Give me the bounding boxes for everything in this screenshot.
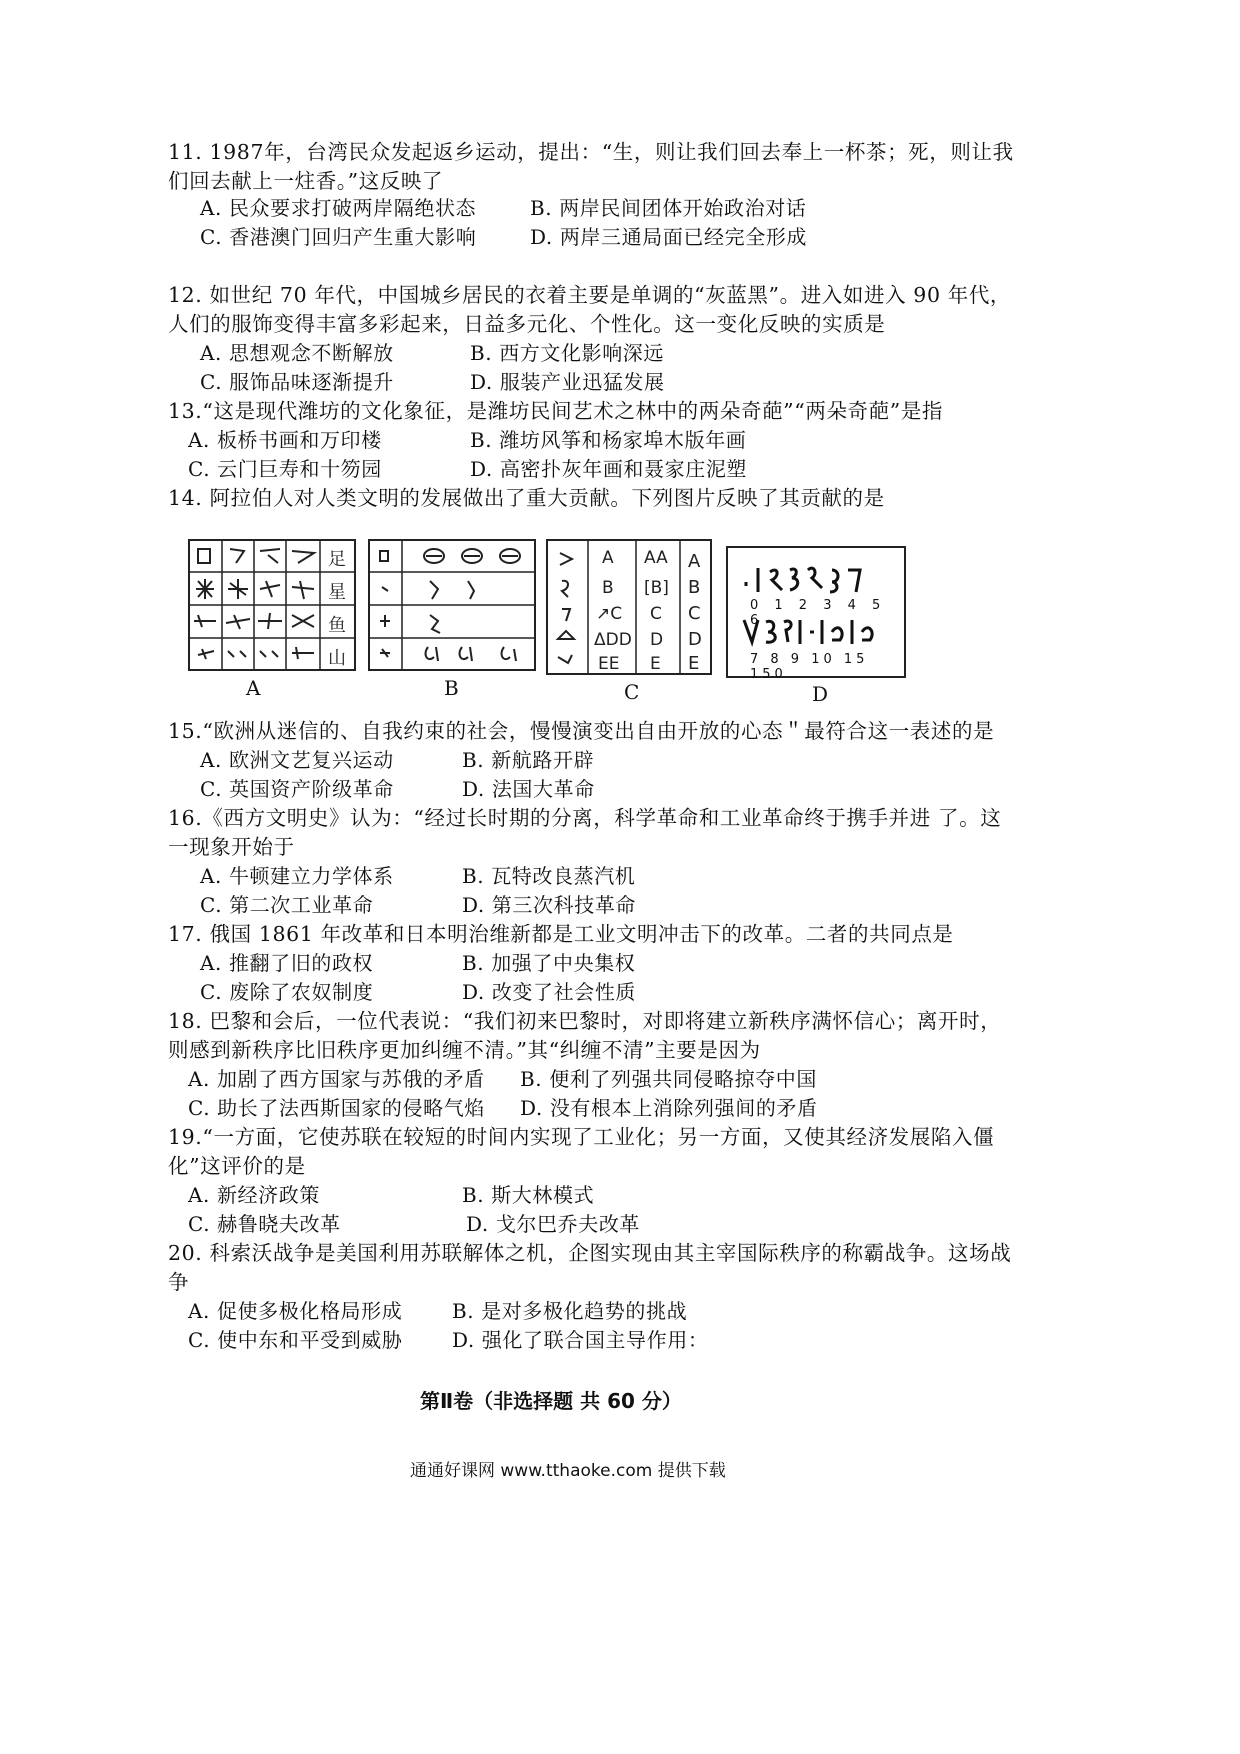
- q15-stem-line1: 15.“欧洲从迷信的、自我约束的社会，慢慢演变出自由开放的心态＂最符合这一表述的是: [168, 719, 995, 743]
- q20-option-d: D. 强化了联合国主导作用：: [452, 1328, 709, 1352]
- q17-stem-line1: 17. 俄国 1861 年改革和日本明治维新都是工业文明冲击下的改革。二者的共同点是: [168, 922, 954, 946]
- q13-option-b: B. 潍坊风筝和杨家埠木版年画: [470, 428, 747, 452]
- q18-option-a: A. 加剧了西方国家与苏俄的矛盾: [188, 1067, 485, 1091]
- figure-d-row2-caption: 7 8 9 10 15 150: [750, 652, 869, 682]
- q11-option-a: A. 民众要求打破两岸隔绝状态: [200, 196, 477, 220]
- q11-option-d: D. 两岸三通局面已经完全形成: [530, 225, 808, 249]
- q12-stem-line1: 12. 如世纪 70 年代，中国城乡居民的衣着主要是单调的“灰蓝黑”。进入如进入 90 年代，: [168, 283, 1012, 307]
- svg-text:[B]: [B]: [644, 578, 669, 598]
- q16-stem-line1: 16.《西方文明史》认为：“经过长时期的分离，科学革命和工业革命终于携手并进 了。这: [168, 806, 1002, 830]
- page-footer: 通通好课网 www.tthaoke.com 提供下载: [410, 1461, 726, 1481]
- figure-d: [726, 546, 906, 682]
- q11-option-c: C. 香港澳门回归产生重大影响: [200, 225, 477, 249]
- figure-a-char-4: 山: [328, 648, 346, 669]
- figure-a-label: A: [246, 676, 261, 700]
- q18-stem-line1: 18. 巴黎和会后，一位代表说：“我们初来巴黎时，对即将建立新秩序满怀信心；离开时，: [168, 1009, 1002, 1033]
- q13-option-a: A. 板桥书画和万印楼: [188, 428, 382, 452]
- q14-stem-line1: 14. 阿拉伯人对人类文明的发展做出了重大贡献。下列图片反映了其贡献的是: [168, 486, 885, 510]
- q13-stem-line1: 13.“这是现代潍坊的文化象征，是潍坊民间艺术之林中的两朵奇葩”“两朵奇葩”是指: [168, 399, 944, 423]
- q15-option-a: A. 欧洲文艺复兴运动: [200, 748, 394, 772]
- figure-c-letter-c: C: [688, 603, 701, 624]
- figure-a-char-3: 鱼: [328, 615, 346, 636]
- q17-option-d: D. 改变了社会性质: [462, 980, 637, 1004]
- q16-option-a: A. 牛顿建立力学体系: [200, 864, 394, 888]
- q13-option-c: C. 云门巨寿和十笏园: [188, 457, 382, 481]
- figure-b-table: [368, 539, 536, 671]
- q20-option-a: A. 促使多极化格局形成: [188, 1299, 403, 1323]
- q12-option-c: C. 服饰品味逐渐提升: [200, 370, 394, 394]
- q15-option-b: B. 新航路开辟: [462, 748, 595, 772]
- svg-text:D: D: [650, 630, 664, 650]
- figure-a: [188, 539, 356, 671]
- q18-option-b: B. 便利了列强共同侵略掠夺中国: [520, 1067, 818, 1091]
- figure-d-row1-caption: 0 1 2 3 4 5 6: [750, 598, 887, 628]
- q20-stem-line1: 20. 科索沃战争是美国利用苏联解体之机，企图实现由其主宰国际秩序的称霸战争。这场战: [168, 1241, 1012, 1265]
- q19-option-b: B. 斯大林模式: [462, 1183, 595, 1207]
- q20-stem-line2: 争: [168, 1270, 190, 1294]
- q13-option-d: D. 高密扑灰年画和聂家庄泥塑: [470, 457, 748, 481]
- figure-c: [546, 539, 712, 675]
- figure-c-letter-d: D: [688, 629, 702, 650]
- q16-option-c: C. 第二次工业革命: [200, 893, 374, 917]
- q20-option-c: C. 使中东和平受到威胁: [188, 1328, 403, 1352]
- svg-text:E: E: [650, 654, 661, 674]
- q15-option-d: D. 法国大革命: [462, 777, 595, 801]
- q19-stem-line1: 19.“一方面，它使苏联在较短的时间内实现了工业化；另一方面，又使其经济发展陷入僵: [168, 1125, 995, 1149]
- q19-stem-line2: 化”这评价的是: [168, 1154, 306, 1178]
- q12-option-d: D. 服装产业迅猛发展: [470, 370, 665, 394]
- q12-stem-line2: 人们的服饰变得丰富多彩起来，日益多元化、个性化。这一变化反映的实质是: [168, 312, 886, 336]
- svg-text:ΔDD: ΔDD: [594, 630, 632, 650]
- q18-option-d: D. 没有根本上消除列强间的矛盾: [520, 1096, 818, 1120]
- q17-option-b: B. 加强了中央集权: [462, 951, 636, 975]
- figure-d-label: D: [812, 682, 829, 706]
- q15-option-c: C. 英国资产阶级革命: [200, 777, 394, 801]
- q19-option-d: D. 戈尔巴乔夫改革: [466, 1212, 641, 1236]
- figure-c-label: C: [624, 680, 640, 704]
- q19-option-a: A. 新经济政策: [188, 1183, 320, 1207]
- svg-text:↗C: ↗C: [596, 604, 623, 624]
- q16-stem-line2: 一现象开始于: [168, 835, 295, 859]
- figure-b-label: B: [444, 676, 459, 700]
- q18-option-c: C. 助长了法西斯国家的侵略气焰: [188, 1096, 485, 1120]
- svg-text:C: C: [650, 604, 662, 624]
- q12-option-b: B. 西方文化影响深远: [470, 341, 665, 365]
- figure-c-letter-a: A: [688, 551, 701, 572]
- figure-a-char-2: 星: [328, 582, 346, 603]
- q19-option-c: C. 赫鲁晓夫改革: [188, 1212, 341, 1236]
- figure-c-letter-e: E: [688, 653, 700, 674]
- q16-option-b: B. 瓦特改良蒸汽机: [462, 864, 636, 888]
- q18-stem-line2: 则感到新秩序比旧秩序更加纠缠不清。”其“纠缠不清”主要是因为: [168, 1038, 761, 1062]
- section-2-title: 第Ⅱ卷（非选择题 共 60 分）: [420, 1389, 682, 1413]
- q16-option-d: D. 第三次科技革命: [462, 893, 637, 917]
- svg-text:EE: EE: [598, 654, 620, 674]
- svg-text:B: B: [602, 578, 614, 598]
- q11-stem-line1: 11. 1987年，台湾民众发起返乡运动，提出：“生，则让我们回去奉上一杯茶；死，则让我: [168, 140, 1014, 164]
- figure-b: [368, 539, 536, 671]
- q11-option-b: B. 两岸民间团体开始政治对话: [530, 196, 807, 220]
- figure-c-letter-b: B: [688, 577, 701, 598]
- q11-stem-line2: 们回去献上一炷香。”这反映了: [168, 169, 444, 193]
- svg-text:AA: AA: [644, 548, 668, 568]
- figure-a-char-1: 足: [328, 549, 346, 570]
- q12-option-a: A. 思想观念不断解放: [200, 341, 394, 365]
- q20-option-b: B. 是对多极化趋势的挑战: [452, 1299, 688, 1323]
- q17-option-a: A. 推翻了旧的政权: [200, 951, 374, 975]
- q17-option-c: C. 废除了农奴制度: [200, 980, 374, 1004]
- svg-text:A: A: [602, 548, 614, 568]
